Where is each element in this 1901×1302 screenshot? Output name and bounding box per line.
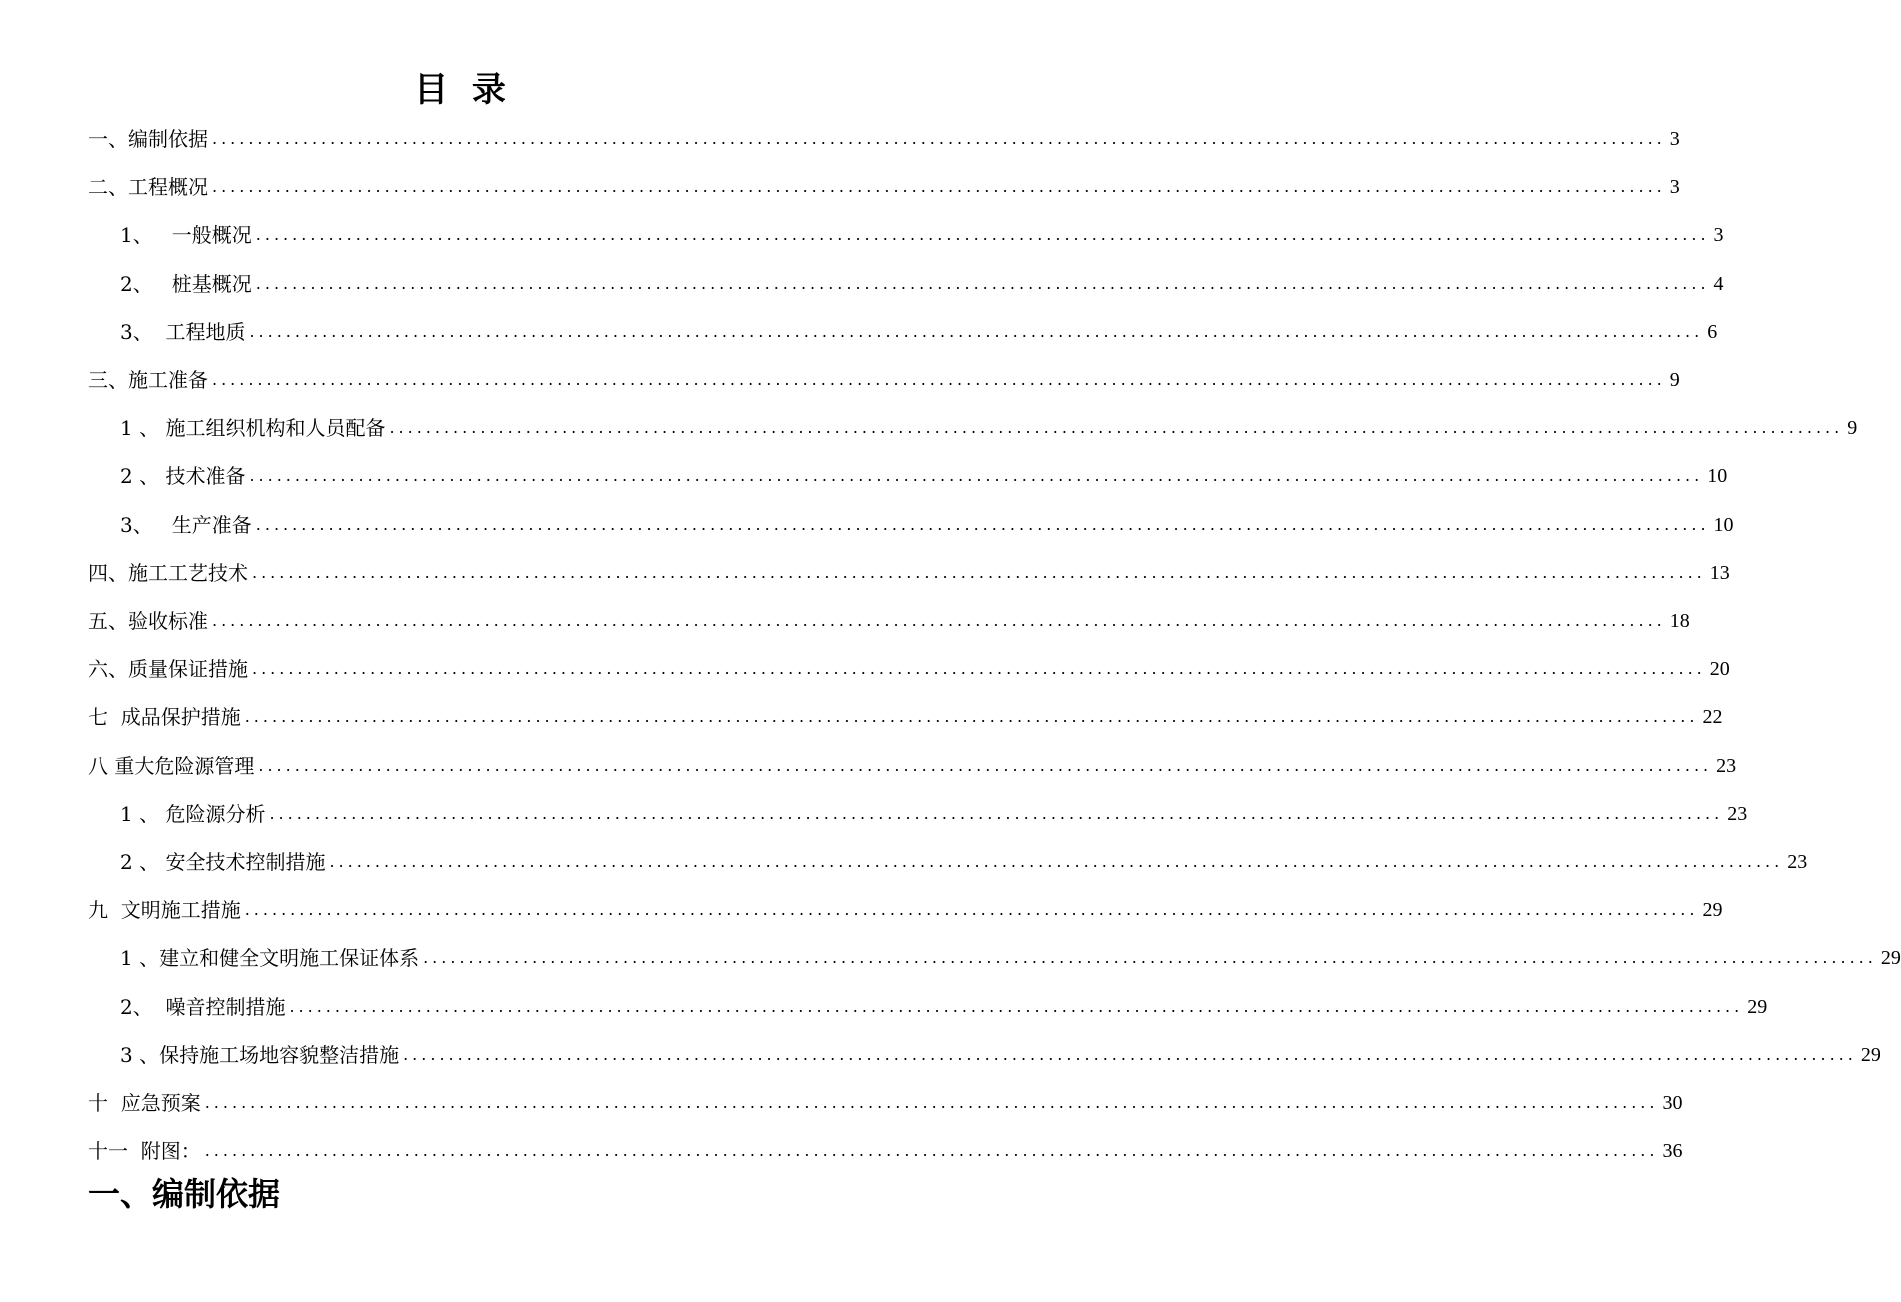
toc-entry[interactable] bbox=[120, 317, 1718, 347]
toc-entry-page: 3 bbox=[1669, 176, 1680, 199]
toc-entry-label: 二、工程概况 bbox=[88, 175, 208, 200]
toc-entry-page: 9 bbox=[1669, 369, 1680, 391]
toc-entry-page: 29 bbox=[1747, 995, 1768, 1018]
toc-entry[interactable] bbox=[120, 847, 1808, 877]
toc-entry[interactable] bbox=[120, 510, 1734, 540]
toc-entry-label: 四、施工工艺技术 bbox=[88, 560, 248, 585]
toc-entry-page: 29 bbox=[1880, 947, 1901, 970]
toc-entry-label: 3、 生产准备 bbox=[120, 512, 252, 537]
toc-entry-label: 十一 附图： bbox=[88, 1139, 201, 1164]
toc-entry[interactable] bbox=[88, 895, 1723, 925]
toc-entry[interactable] bbox=[120, 413, 1858, 443]
toc-entry-label: 3、 工程地质 bbox=[120, 319, 246, 344]
toc-entry-page: 23 bbox=[1716, 754, 1737, 777]
section-heading: 一、编制依据 bbox=[88, 1175, 281, 1213]
toc-dot-leader: ................................................................................................................................................................ bbox=[255, 514, 1710, 534]
toc-dot-leader: ................................................................................................................................................................ bbox=[423, 948, 1877, 968]
toc-dot-leader: ................................................................................................................................................................ bbox=[255, 225, 1710, 245]
toc-entry-label: 1、 一般概况 bbox=[120, 223, 252, 248]
toc-entry-label: 六、质量保证措施 bbox=[88, 657, 248, 682]
toc-entry[interactable] bbox=[88, 124, 1680, 154]
toc-entry-label: 三、施工准备 bbox=[88, 368, 208, 392]
toc-entry-page: 10 bbox=[1707, 465, 1728, 488]
toc-entry[interactable] bbox=[120, 992, 1768, 1022]
toc-dot-leader: ................................................................................................................................................................ bbox=[249, 466, 1704, 486]
toc-entry-page: 29 bbox=[1702, 899, 1723, 922]
toc-entry-label: 1 、 施工组织机构和人员配备 bbox=[120, 416, 386, 441]
toc-dot-leader: ................................................................................................................................................................ bbox=[269, 803, 1724, 823]
toc-dot-leader: ................................................................................................................................................................ bbox=[255, 273, 1710, 293]
toc-dot-leader: ................................................................................................................................................................ bbox=[252, 659, 1706, 679]
toc-entry[interactable] bbox=[88, 751, 1737, 781]
toc-entry-label: 十 应急预案 bbox=[88, 1091, 201, 1115]
toc-entry-page: 29 bbox=[1860, 1043, 1881, 1066]
toc-entry-page: 18 bbox=[1669, 610, 1690, 632]
toc-entry[interactable] bbox=[120, 220, 1724, 250]
toc-dot-leader: ................................................................................................................................................................ bbox=[258, 755, 1713, 775]
toc-entry-label: 1 、建立和健全文明施工保证体系 bbox=[120, 946, 420, 971]
toc-entry-label: 五、验收标准 bbox=[88, 609, 208, 633]
toc-entry[interactable] bbox=[88, 654, 1730, 684]
toc-entry[interactable] bbox=[88, 558, 1730, 588]
toc-title: 目 录 bbox=[414, 70, 506, 110]
toc-entry-label: 1 、 危险源分析 bbox=[120, 801, 266, 826]
toc-entry-label: 一、编制依据 bbox=[88, 127, 208, 151]
toc-dot-leader: ................................................................................................................................................................ bbox=[244, 707, 1699, 727]
toc-entry[interactable] bbox=[88, 702, 1723, 732]
toc-dot-leader: ................................................................................................................................................................ bbox=[212, 177, 1666, 197]
toc-entry-page: 13 bbox=[1709, 561, 1730, 584]
toc-entry-page: 6 bbox=[1707, 320, 1718, 343]
toc-entry-page: 23 bbox=[1787, 851, 1808, 873]
toc-entry[interactable] bbox=[120, 799, 1748, 829]
toc-entry-label: 2 、 安全技术控制措施 bbox=[120, 850, 326, 874]
toc-entry[interactable] bbox=[88, 365, 1680, 395]
toc-entry[interactable] bbox=[88, 172, 1680, 202]
toc-entry-page: 20 bbox=[1709, 658, 1730, 681]
toc-dot-leader: ................................................................................................................................................................ bbox=[403, 1044, 1857, 1064]
toc-entry-page: 22 bbox=[1702, 706, 1723, 729]
toc-entry-page: 10 bbox=[1713, 513, 1734, 536]
toc-entry-page: 36 bbox=[1662, 1140, 1683, 1163]
toc-entry-label: 七 成品保护措施 bbox=[88, 705, 241, 730]
toc-dot-leader: ................................................................................................................................................................ bbox=[212, 129, 1666, 148]
toc-dot-leader: ................................................................................................................................................................ bbox=[329, 852, 1784, 871]
toc-entry-label: 八 重大危险源管理 bbox=[88, 753, 255, 778]
toc-entry[interactable] bbox=[88, 606, 1690, 636]
toc-dot-leader: ................................................................................................................................................................ bbox=[252, 562, 1706, 582]
toc-entry-label: 九 文明施工措施 bbox=[88, 898, 241, 923]
toc-entry-page: 3 bbox=[1669, 128, 1680, 150]
toc-entry[interactable] bbox=[88, 1136, 1683, 1166]
toc-dot-leader: ................................................................................................................................................................ bbox=[212, 370, 1666, 389]
toc-entry-label: 2、 噪音控制措施 bbox=[120, 994, 286, 1019]
toc-entry-label: 3 、保持施工场地容貌整洁措施 bbox=[120, 1042, 400, 1067]
toc-entry-label: 2、 桩基概况 bbox=[120, 271, 252, 296]
toc-entry[interactable] bbox=[120, 461, 1728, 491]
toc-entry-page: 4 bbox=[1713, 272, 1724, 295]
toc-entry-page: 30 bbox=[1662, 1092, 1683, 1114]
toc-entry[interactable] bbox=[120, 1040, 1881, 1070]
toc-entry-page: 9 bbox=[1847, 417, 1858, 440]
toc-dot-leader: ................................................................................................................................................................ bbox=[204, 1093, 1659, 1112]
toc-dot-leader: ................................................................................................................................................................ bbox=[204, 1141, 1659, 1161]
toc-entry-page: 23 bbox=[1727, 802, 1748, 825]
toc-entry-page: 3 bbox=[1713, 224, 1724, 247]
toc-dot-leader: ................................................................................................................................................................ bbox=[389, 418, 1844, 438]
toc-dot-leader: ................................................................................................................................................................ bbox=[249, 321, 1704, 341]
toc-dot-leader: ................................................................................................................................................................ bbox=[244, 900, 1699, 920]
toc-entry[interactable] bbox=[120, 943, 1901, 973]
toc-dot-leader: ................................................................................................................................................................ bbox=[289, 996, 1744, 1016]
toc-entry[interactable] bbox=[88, 1088, 1683, 1118]
toc-entry-label: 2 、 技术准备 bbox=[120, 464, 246, 489]
toc-dot-leader: ................................................................................................................................................................ bbox=[212, 611, 1666, 630]
toc-entry[interactable] bbox=[120, 269, 1724, 299]
